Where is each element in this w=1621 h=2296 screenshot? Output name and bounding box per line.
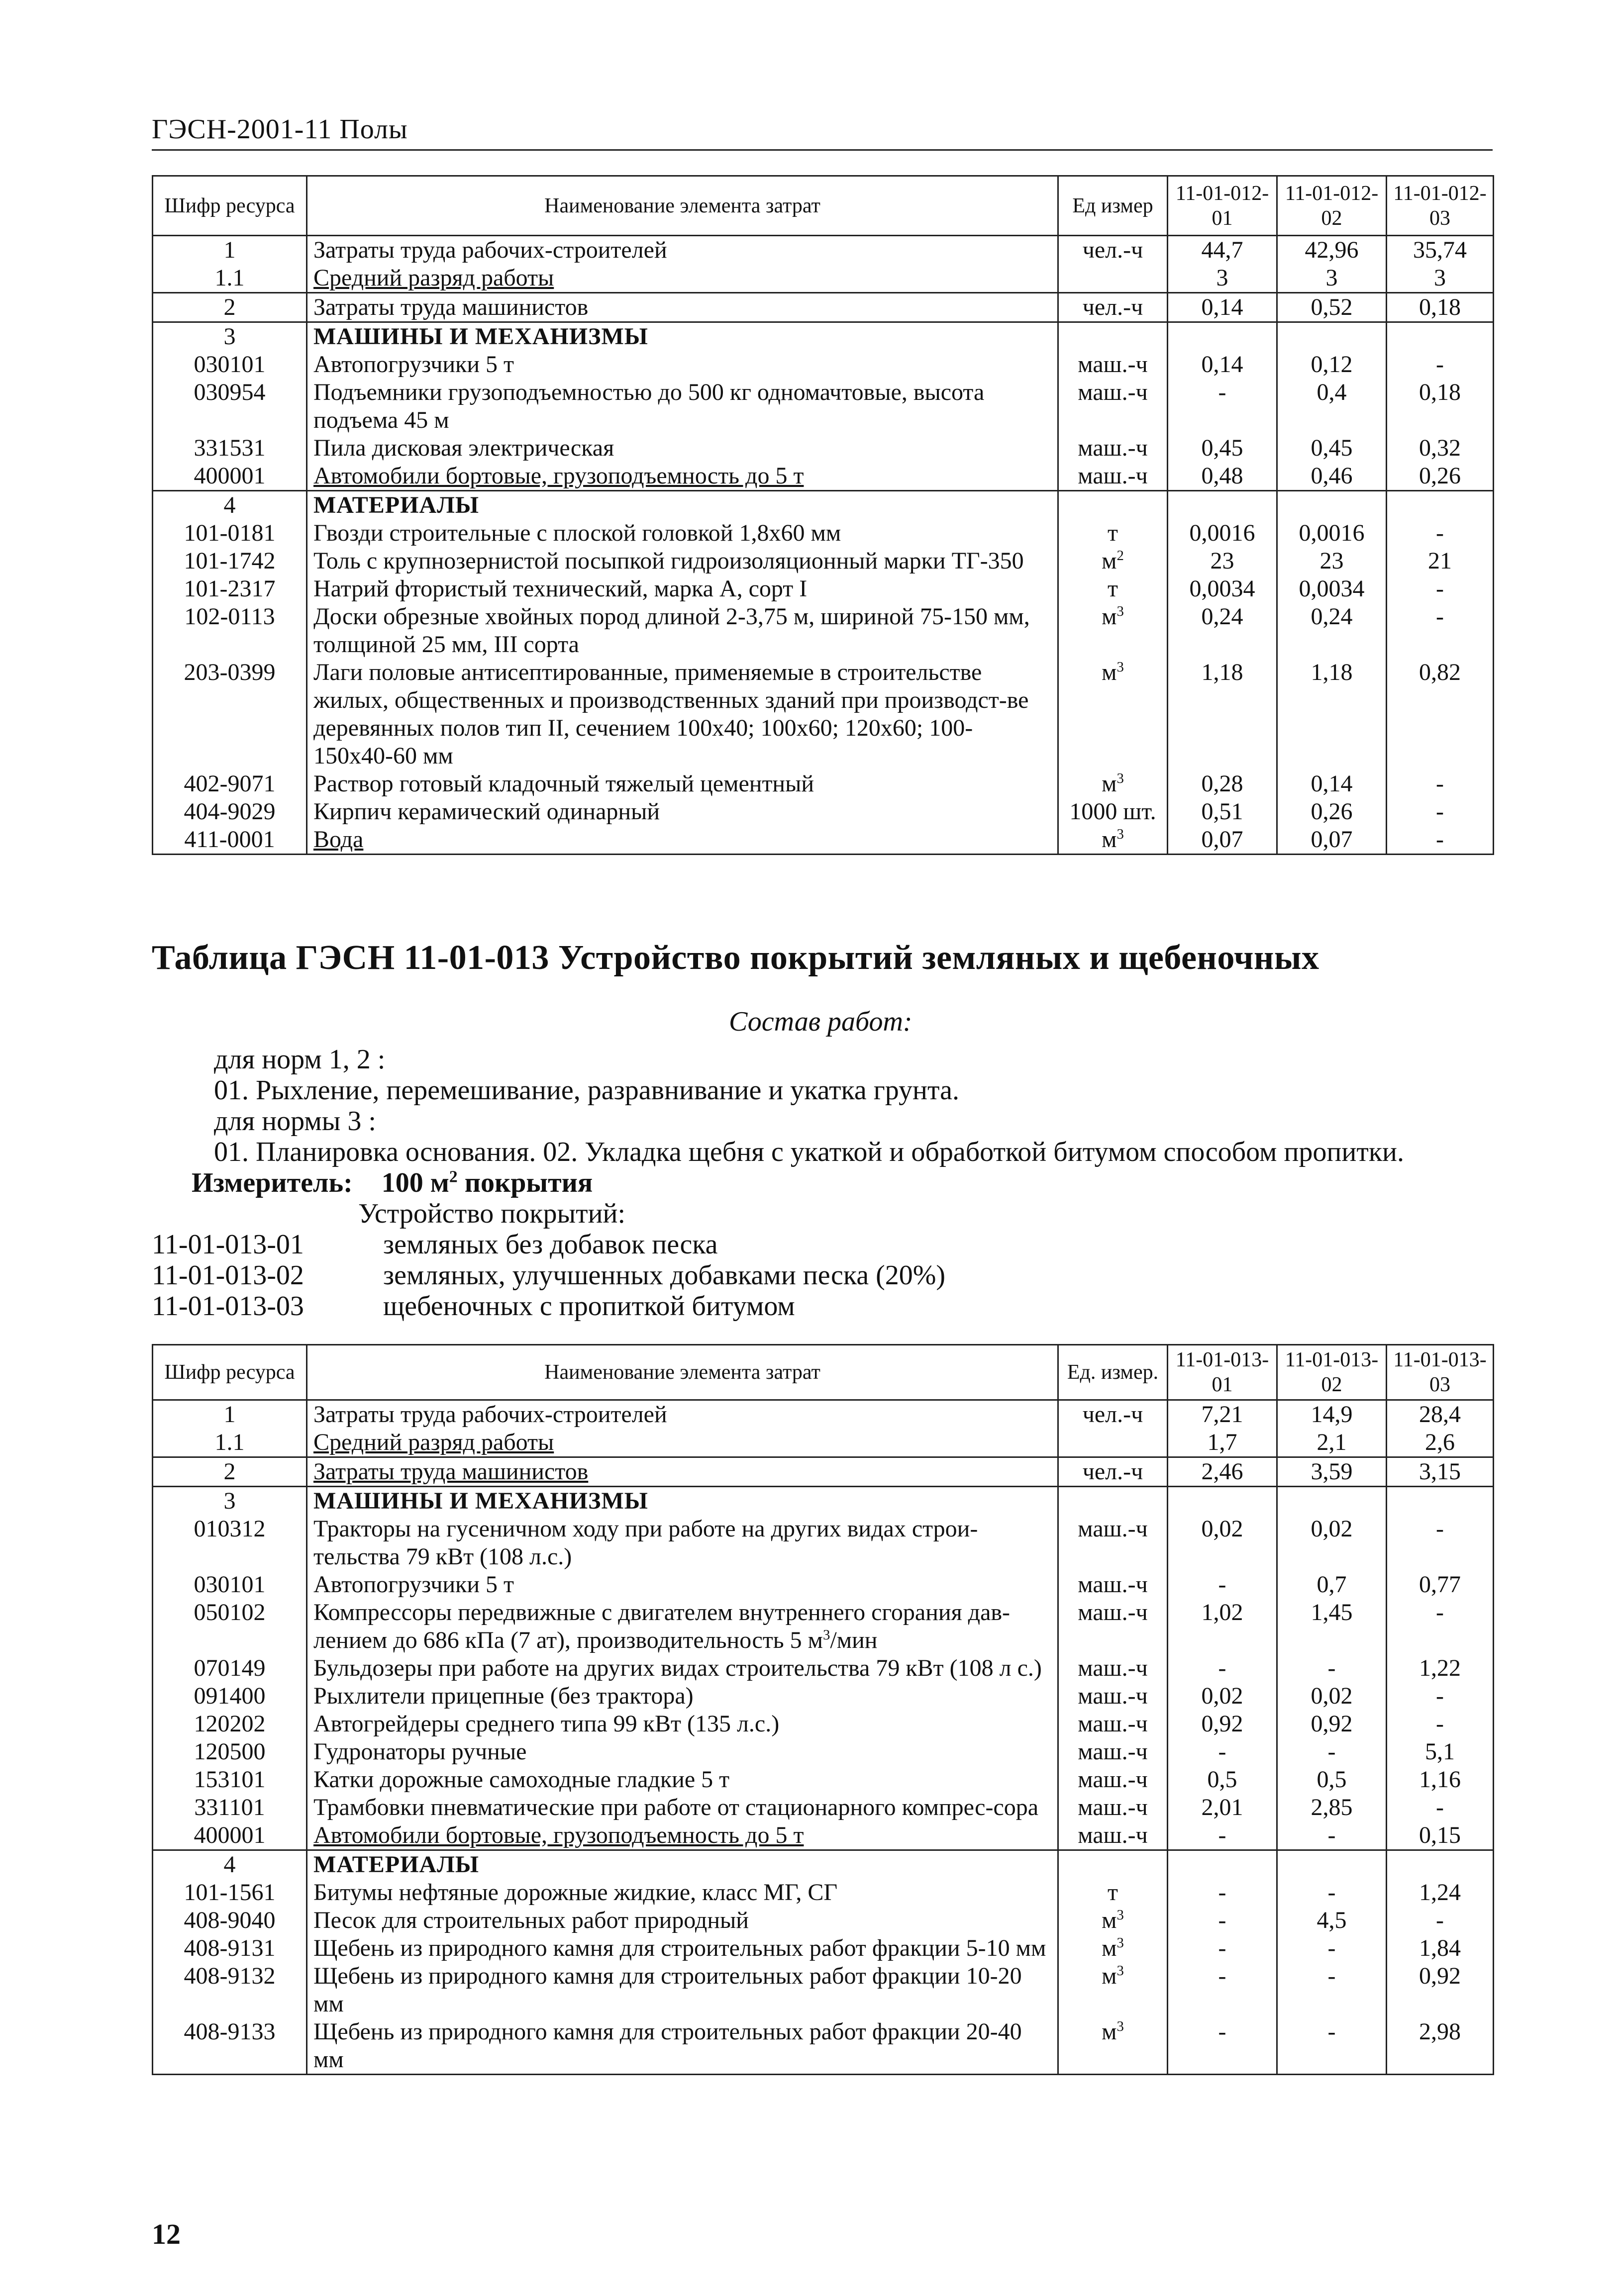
- norm-value: 21: [1387, 547, 1494, 575]
- resource-code: 408-9133: [153, 2018, 307, 2075]
- table-row: [153, 1400, 1494, 1429]
- resource-code: 101-1561: [153, 1879, 307, 1907]
- unit: т: [1058, 519, 1168, 547]
- norm-value: 3,15: [1387, 1457, 1494, 1487]
- norm-value: 0,15: [1387, 1821, 1494, 1850]
- unit: маш.-ч: [1058, 434, 1168, 462]
- work-step-3: 01. Планировка основания. 02. Укладка щебня с укаткой и обработкой битумом способом пропитки.: [214, 1137, 1405, 1167]
- resource-code: 030954: [153, 379, 307, 434]
- norm-value: [1168, 491, 1277, 520]
- norm-value: [1387, 322, 1494, 351]
- norm-value: 0,5: [1168, 1766, 1277, 1794]
- column-header: 11-01-012-02: [1277, 176, 1387, 236]
- norm-value: -: [1387, 1682, 1494, 1710]
- cost-element-name: Песок для строительных работ природный: [307, 1907, 1058, 1934]
- resource-code: 120500: [153, 1738, 307, 1766]
- unit: [1058, 1487, 1168, 1516]
- unit: [1058, 1850, 1168, 1879]
- resource-code: 050102: [153, 1599, 307, 1654]
- resource-code: 2: [153, 1457, 307, 1487]
- norm-value: 2,6: [1387, 1429, 1494, 1457]
- norm-value: 14,9: [1277, 1400, 1387, 1429]
- norm-value: 0,92: [1168, 1710, 1277, 1738]
- norm-value: 0,51: [1168, 798, 1277, 826]
- norm-value: 0,18: [1387, 379, 1494, 434]
- unit: $м^3$: [1058, 1934, 1168, 1962]
- cost-element-name: Щебень из природного камня для строительных работ фракции 5-10 мм: [307, 1934, 1058, 1962]
- norm-label-1-2: для норм 1, 2 :: [214, 1044, 386, 1075]
- work-composition-heading: Состав работ:: [729, 1006, 912, 1037]
- norm-value: -: [1168, 1571, 1277, 1599]
- column-header: 11-01-012-01: [1168, 176, 1277, 236]
- table-row: [153, 1682, 1494, 1710]
- norm-value: [1277, 1850, 1387, 1879]
- cost-element-name: Автомобили бортовые, грузоподъемность до 5 т: [307, 1821, 1058, 1850]
- norm-value: -: [1168, 1962, 1277, 2018]
- norm-value: 2,46: [1168, 1457, 1277, 1487]
- norm-value: 1,22: [1387, 1654, 1494, 1682]
- norm-description: земляных без добавок песка: [383, 1229, 718, 1260]
- cost-element-name: МАТЕРИАЛЫ: [307, 1850, 1058, 1879]
- norm-value: 3: [1277, 264, 1387, 293]
- norm-value: -: [1277, 2018, 1387, 2075]
- table-row: [153, 659, 1494, 770]
- resource-code: 1.1: [153, 264, 307, 293]
- resource-code: 120202: [153, 1710, 307, 1738]
- norm-value: 0,07: [1168, 826, 1277, 855]
- norm-value: 3: [1387, 264, 1494, 293]
- resource-code: 3: [153, 322, 307, 351]
- norm-value: [1277, 491, 1387, 520]
- table-row: [153, 322, 1494, 351]
- norm-value: -: [1387, 351, 1494, 379]
- resource-code: 101-0181: [153, 519, 307, 547]
- cost-element-name: Компрессоры передвижные с двигателем внутреннего сгорания дав-лением до 686 кПа (7 ат), производительность 5 $м^3$/мин: [307, 1599, 1058, 1654]
- norm-value: 0,92: [1277, 1710, 1387, 1738]
- unit: $м^3$: [1058, 826, 1168, 855]
- norm-value: -: [1387, 1907, 1494, 1934]
- unit: маш.-ч: [1058, 1710, 1168, 1738]
- norm-value: -: [1168, 1654, 1277, 1682]
- norm-value: -: [1277, 1962, 1387, 2018]
- norm-value: 0,82: [1387, 659, 1494, 770]
- cost-element-name: Толь с крупнозернистой посыпкой гидроизоляционный марки ТГ-350: [307, 547, 1058, 575]
- norm-value: 1,45: [1277, 1599, 1387, 1654]
- norm-description: земляных, улучшенных добавками песка (20%): [383, 1260, 946, 1291]
- unit: чел.-ч: [1058, 293, 1168, 322]
- norm-value: 0,52: [1277, 293, 1387, 322]
- cost-element-name: Гвозди строительные с плоской головкой 1,8х60 мм: [307, 519, 1058, 547]
- norm-value: 3: [1168, 264, 1277, 293]
- cost-element-name: Вода: [307, 826, 1058, 855]
- table-row: [153, 519, 1494, 547]
- norm-value: 1,02: [1168, 1599, 1277, 1654]
- table-row: [153, 1599, 1494, 1654]
- table-row: [153, 379, 1494, 434]
- column-header: 11-01-013-02: [1277, 1345, 1387, 1400]
- norm-value: 0,12: [1277, 351, 1387, 379]
- norm-value: 0,48: [1168, 462, 1277, 491]
- norm-value: 4,5: [1277, 1907, 1387, 1934]
- cost-element-name: Затраты труда рабочих-строителей: [307, 236, 1058, 265]
- resource-code: 404-9029: [153, 798, 307, 826]
- unit: маш.-ч: [1058, 462, 1168, 491]
- table-row: [153, 1515, 1494, 1571]
- table-row: [153, 1907, 1494, 1934]
- norm-value: 7,21: [1168, 1400, 1277, 1429]
- norm-value: 5,1: [1387, 1738, 1494, 1766]
- cost-element-name: Автопогрузчики 5 т: [307, 1571, 1058, 1599]
- cost-element-name: Рыхлители прицепные (без трактора): [307, 1682, 1058, 1710]
- table-header-row: [153, 176, 1494, 236]
- unit: маш.-ч: [1058, 1766, 1168, 1794]
- norm-value: 2,1: [1277, 1429, 1387, 1457]
- resource-code: 4: [153, 1850, 307, 1879]
- column-header: Шифр ресурса: [153, 1345, 307, 1400]
- norm-value: -: [1277, 1654, 1387, 1682]
- norm-value: -: [1277, 1821, 1387, 1850]
- cost-element-name: Затраты труда машинистов: [307, 293, 1058, 322]
- resource-code: 1: [153, 236, 307, 265]
- cost-element-name: Средний разряд работы: [307, 1429, 1058, 1457]
- cost-element-name: Тракторы на гусеничном ходу при работе на других видах строи-тельства 79 кВт (108 л.с.): [307, 1515, 1058, 1571]
- measure-line: [192, 1167, 593, 1199]
- norm-value: 42,96: [1277, 236, 1387, 265]
- column-header: 11-01-013-01: [1168, 1345, 1277, 1400]
- norm-value: -: [1277, 1934, 1387, 1962]
- table-title: Таблица ГЭСН 11-01-013 Устройство покрытий земляных и щебеночных: [152, 939, 1319, 977]
- unit: $м^3$: [1058, 603, 1168, 659]
- page-number: 12: [152, 2218, 181, 2250]
- table-row: [153, 1794, 1494, 1821]
- table-row: [153, 826, 1494, 855]
- resource-table-11-01-012: [152, 175, 1494, 855]
- table-row: [153, 1962, 1494, 2018]
- table-row: [153, 1821, 1494, 1850]
- norm-value: -: [1277, 1879, 1387, 1907]
- table-row: [153, 293, 1494, 322]
- norm-value: 0,0034: [1277, 575, 1387, 603]
- table-header-row: [153, 1345, 1494, 1400]
- norm-value: -: [1387, 1515, 1494, 1571]
- cost-element-name: Автогрейдеры среднего типа 99 кВт (135 л.с.): [307, 1710, 1058, 1738]
- norm-value: 0,07: [1277, 826, 1387, 855]
- norm-value: -: [1168, 1907, 1277, 1934]
- table-row: [153, 575, 1494, 603]
- norm-value: 0,26: [1277, 798, 1387, 826]
- unit: $м^3$: [1058, 2018, 1168, 2075]
- unit: т: [1058, 1879, 1168, 1907]
- cost-element-name: Битумы нефтяные дорожные жидкие, класс МГ, СГ: [307, 1879, 1058, 1907]
- column-header: Наименование элемента затрат: [307, 1345, 1058, 1400]
- cost-element-name: Щебень из природного камня для строительных работ фракции 10-20 мм: [307, 1962, 1058, 2018]
- table-row: [153, 547, 1494, 575]
- unit: 1000 шт.: [1058, 798, 1168, 826]
- resource-code: 030101: [153, 1571, 307, 1599]
- resource-code: 331101: [153, 1794, 307, 1821]
- table-row: [153, 603, 1494, 659]
- unit: маш.-ч: [1058, 351, 1168, 379]
- page-header: ГЭСН-2001-11 Полы: [152, 113, 1493, 151]
- unit: [1058, 322, 1168, 351]
- table-row: [153, 351, 1494, 379]
- table-row: [153, 462, 1494, 491]
- norm-value: -: [1168, 2018, 1277, 2075]
- norm-value: -: [1387, 826, 1494, 855]
- norm-value: 0,46: [1277, 462, 1387, 491]
- norm-value: -: [1168, 1821, 1277, 1850]
- table-row: [153, 236, 1494, 265]
- resource-code: 1.1: [153, 1429, 307, 1457]
- cost-element-name: Катки дорожные самоходные гладкие 5 т: [307, 1766, 1058, 1794]
- norm-value: 23: [1277, 547, 1387, 575]
- cost-element-name: Средний разряд работы: [307, 264, 1058, 293]
- norm-value: [1277, 322, 1387, 351]
- cost-element-name: Щебень из природного камня для строительных работ фракции 20-40 мм: [307, 2018, 1058, 2075]
- norm-value: 0,7: [1277, 1571, 1387, 1599]
- cost-element-name: Автопогрузчики 5 т: [307, 351, 1058, 379]
- norm-value: 0,02: [1168, 1682, 1277, 1710]
- resource-code: 010312: [153, 1515, 307, 1571]
- norm-value: -: [1387, 575, 1494, 603]
- norm-value: 1,16: [1387, 1766, 1494, 1794]
- norm-value: 0,02: [1168, 1515, 1277, 1571]
- norm-value: 23: [1168, 547, 1277, 575]
- cost-element-name: Раствор готовый кладочный тяжелый цементный: [307, 770, 1058, 798]
- column-header: Наименование элемента затрат: [307, 176, 1058, 236]
- norm-value: 35,74: [1387, 236, 1494, 265]
- resource-code: 408-9132: [153, 1962, 307, 2018]
- norm-value: -: [1387, 1794, 1494, 1821]
- work-step-1-2: 01. Рыхление, перемешивание, разравнивание и укатка грунта.: [214, 1075, 959, 1106]
- norm-value: [1168, 322, 1277, 351]
- norm-value: 0,14: [1168, 293, 1277, 322]
- table-row: [153, 1571, 1494, 1599]
- norm-value: [1387, 491, 1494, 520]
- norm-value: 0,28: [1168, 770, 1277, 798]
- norm-value: 0,4: [1277, 379, 1387, 434]
- norm-description: щебеночных с пропиткой битумом: [383, 1291, 795, 1322]
- cost-element-name: Затраты труда машинистов: [307, 1457, 1058, 1487]
- norm-value: -: [1168, 1934, 1277, 1962]
- resource-code: 1: [153, 1400, 307, 1429]
- column-header: Ед измер: [1058, 176, 1168, 236]
- norm-value: -: [1387, 1599, 1494, 1654]
- unit: маш.-ч: [1058, 379, 1168, 434]
- unit: маш.-ч: [1058, 1515, 1168, 1571]
- cost-element-name: Доски обрезные хвойных пород длиной 2-3,75 м, шириной 75-150 мм, толщиной 25 мм, III сорта: [307, 603, 1058, 659]
- table-row: [153, 491, 1494, 520]
- norm-value: 3,59: [1277, 1457, 1387, 1487]
- resource-code: 400001: [153, 1821, 307, 1850]
- norm-value: 2,01: [1168, 1794, 1277, 1821]
- norm-value: 0,24: [1277, 603, 1387, 659]
- norm-value: 0,0016: [1168, 519, 1277, 547]
- cost-element-name: МАШИНЫ И МЕХАНИЗМЫ: [307, 322, 1058, 351]
- resource-code: 091400: [153, 1682, 307, 1710]
- unit: [1058, 491, 1168, 520]
- norm-value: 1,24: [1387, 1879, 1494, 1907]
- cost-element-name: Кирпич керамический одинарный: [307, 798, 1058, 826]
- norm-code: 11-01-013-03: [152, 1291, 304, 1322]
- resource-code: 408-9131: [153, 1934, 307, 1962]
- resource-code: 101-1742: [153, 547, 307, 575]
- measure-value: 100 $м^2$ покрытия: [381, 1167, 593, 1198]
- cost-element-name: Натрий фтористый технический, марка А, сорт I: [307, 575, 1058, 603]
- table-row: [153, 770, 1494, 798]
- norm-value: 1,18: [1168, 659, 1277, 770]
- table-row: [153, 1457, 1494, 1487]
- table-row: [153, 1934, 1494, 1962]
- norm-value: 0,0034: [1168, 575, 1277, 603]
- resource-code: 101-2317: [153, 575, 307, 603]
- cost-element-name: МАТЕРИАЛЫ: [307, 491, 1058, 520]
- unit: маш.-ч: [1058, 1821, 1168, 1850]
- resource-code: 331531: [153, 434, 307, 462]
- table-row: [153, 1654, 1494, 1682]
- norm-value: 44,7: [1168, 236, 1277, 265]
- column-header: 11-01-013-03: [1387, 1345, 1494, 1400]
- norm-value: [1277, 1487, 1387, 1516]
- norm-code: 11-01-013-01: [152, 1229, 304, 1260]
- norm-value: -: [1168, 1879, 1277, 1907]
- unit: $м^3$: [1058, 659, 1168, 770]
- resource-code: 402-9071: [153, 770, 307, 798]
- norm-value: 0,45: [1168, 434, 1277, 462]
- unit: [1058, 1429, 1168, 1457]
- resource-table-11-01-013: [152, 1344, 1494, 2075]
- resource-code: 102-0113: [153, 603, 307, 659]
- cost-element-name: МАШИНЫ И МЕХАНИЗМЫ: [307, 1487, 1058, 1516]
- unit: маш.-ч: [1058, 1682, 1168, 1710]
- norm-value: 0,02: [1277, 1515, 1387, 1571]
- norm-value: 0,26: [1387, 462, 1494, 491]
- norm-value: 1,7: [1168, 1429, 1277, 1457]
- resource-code: 408-9040: [153, 1907, 307, 1934]
- unit: маш.-ч: [1058, 1599, 1168, 1654]
- resource-code: 400001: [153, 462, 307, 491]
- column-header: Шифр ресурса: [153, 176, 307, 236]
- unit: $м^3$: [1058, 1962, 1168, 2018]
- resource-code: 4: [153, 491, 307, 520]
- norm-value: -: [1387, 798, 1494, 826]
- column-header: Ед. измер.: [1058, 1345, 1168, 1400]
- norm-value: -: [1387, 1710, 1494, 1738]
- norm-value: [1387, 1850, 1494, 1879]
- table-row: [153, 1710, 1494, 1738]
- unit: маш.-ч: [1058, 1794, 1168, 1821]
- resource-code: 2: [153, 293, 307, 322]
- cost-element-name: Трамбовки пневматические при работе от стационарного компрес-сора: [307, 1794, 1058, 1821]
- norm-value: 0,02: [1277, 1682, 1387, 1710]
- norm-value: -: [1168, 379, 1277, 434]
- norm-value: 1,18: [1277, 659, 1387, 770]
- resource-code: 411-0001: [153, 826, 307, 855]
- table-row: [153, 2018, 1494, 2075]
- norm-value: -: [1387, 519, 1494, 547]
- device-title: Устройство покрытий:: [358, 1198, 626, 1229]
- unit: чел.-ч: [1058, 1457, 1168, 1487]
- table-row: [153, 1850, 1494, 1879]
- norm-value: 28,4: [1387, 1400, 1494, 1429]
- table-row: [153, 798, 1494, 826]
- norm-value: 0,24: [1168, 603, 1277, 659]
- norm-value: 0,18: [1387, 293, 1494, 322]
- unit: чел.-ч: [1058, 236, 1168, 265]
- norm-value: [1168, 1487, 1277, 1516]
- resource-code: 070149: [153, 1654, 307, 1682]
- table-row: [153, 1766, 1494, 1794]
- cost-element-name: Автомобили бортовые, грузоподъемность до 5 т: [307, 462, 1058, 491]
- unit: $м^3$: [1058, 770, 1168, 798]
- resource-code: 153101: [153, 1766, 307, 1794]
- unit: маш.-ч: [1058, 1654, 1168, 1682]
- unit: чел.-ч: [1058, 1400, 1168, 1429]
- table-row: [153, 1429, 1494, 1457]
- table-row: [153, 1879, 1494, 1907]
- norm-value: 2,85: [1277, 1794, 1387, 1821]
- cost-element-name: Лаги половые антисептированные, применяемые в строительстве жилых, общественных и производственных зданий при производст-ве деревянных полов тип II, сечением 100х40; 100х60; 120х60; 100-150х40-60 мм: [307, 659, 1058, 770]
- column-header: 11-01-012-03: [1387, 176, 1494, 236]
- norm-value: 0,14: [1168, 351, 1277, 379]
- cost-element-name: Подъемники грузоподъемностью до 500 кг одномачтовые, высота подъема 45 м: [307, 379, 1058, 434]
- norm-value: 2,98: [1387, 2018, 1494, 2075]
- cost-element-name: Бульдозеры при работе на других видах строительства 79 кВт (108 л с.): [307, 1654, 1058, 1682]
- resource-code: 3: [153, 1487, 307, 1516]
- unit: [1058, 264, 1168, 293]
- norm-code: 11-01-013-02: [152, 1260, 304, 1291]
- table-row: [153, 434, 1494, 462]
- unit: маш.-ч: [1058, 1571, 1168, 1599]
- unit: маш.-ч: [1058, 1738, 1168, 1766]
- norm-value: -: [1168, 1738, 1277, 1766]
- norm-value: 0,92: [1387, 1962, 1494, 2018]
- norm-value: 0,14: [1277, 770, 1387, 798]
- table-row: [153, 1487, 1494, 1516]
- norm-value: -: [1277, 1738, 1387, 1766]
- cost-element-name: Затраты труда рабочих-строителей: [307, 1400, 1058, 1429]
- norm-label-3: для нормы 3 :: [214, 1106, 376, 1137]
- norm-value: 0,45: [1277, 434, 1387, 462]
- norm-value: 0,77: [1387, 1571, 1494, 1599]
- norm-value: [1387, 1487, 1494, 1516]
- norm-value: 0,0016: [1277, 519, 1387, 547]
- unit: $м^3$: [1058, 1907, 1168, 1934]
- resource-code: 030101: [153, 351, 307, 379]
- norm-value: -: [1387, 603, 1494, 659]
- table-row: [153, 1738, 1494, 1766]
- resource-code: 203-0399: [153, 659, 307, 770]
- unit: т: [1058, 575, 1168, 603]
- unit: $м^2$: [1058, 547, 1168, 575]
- norm-value: -: [1387, 770, 1494, 798]
- cost-element-name: Гудронаторы ручные: [307, 1738, 1058, 1766]
- norm-value: 0,5: [1277, 1766, 1387, 1794]
- norm-value: 1,84: [1387, 1934, 1494, 1962]
- norm-value: 0,32: [1387, 434, 1494, 462]
- table-row: [153, 264, 1494, 293]
- norm-value: [1168, 1850, 1277, 1879]
- measure-label: Измеритель:: [192, 1167, 353, 1198]
- cost-element-name: Пила дисковая электрическая: [307, 434, 1058, 462]
